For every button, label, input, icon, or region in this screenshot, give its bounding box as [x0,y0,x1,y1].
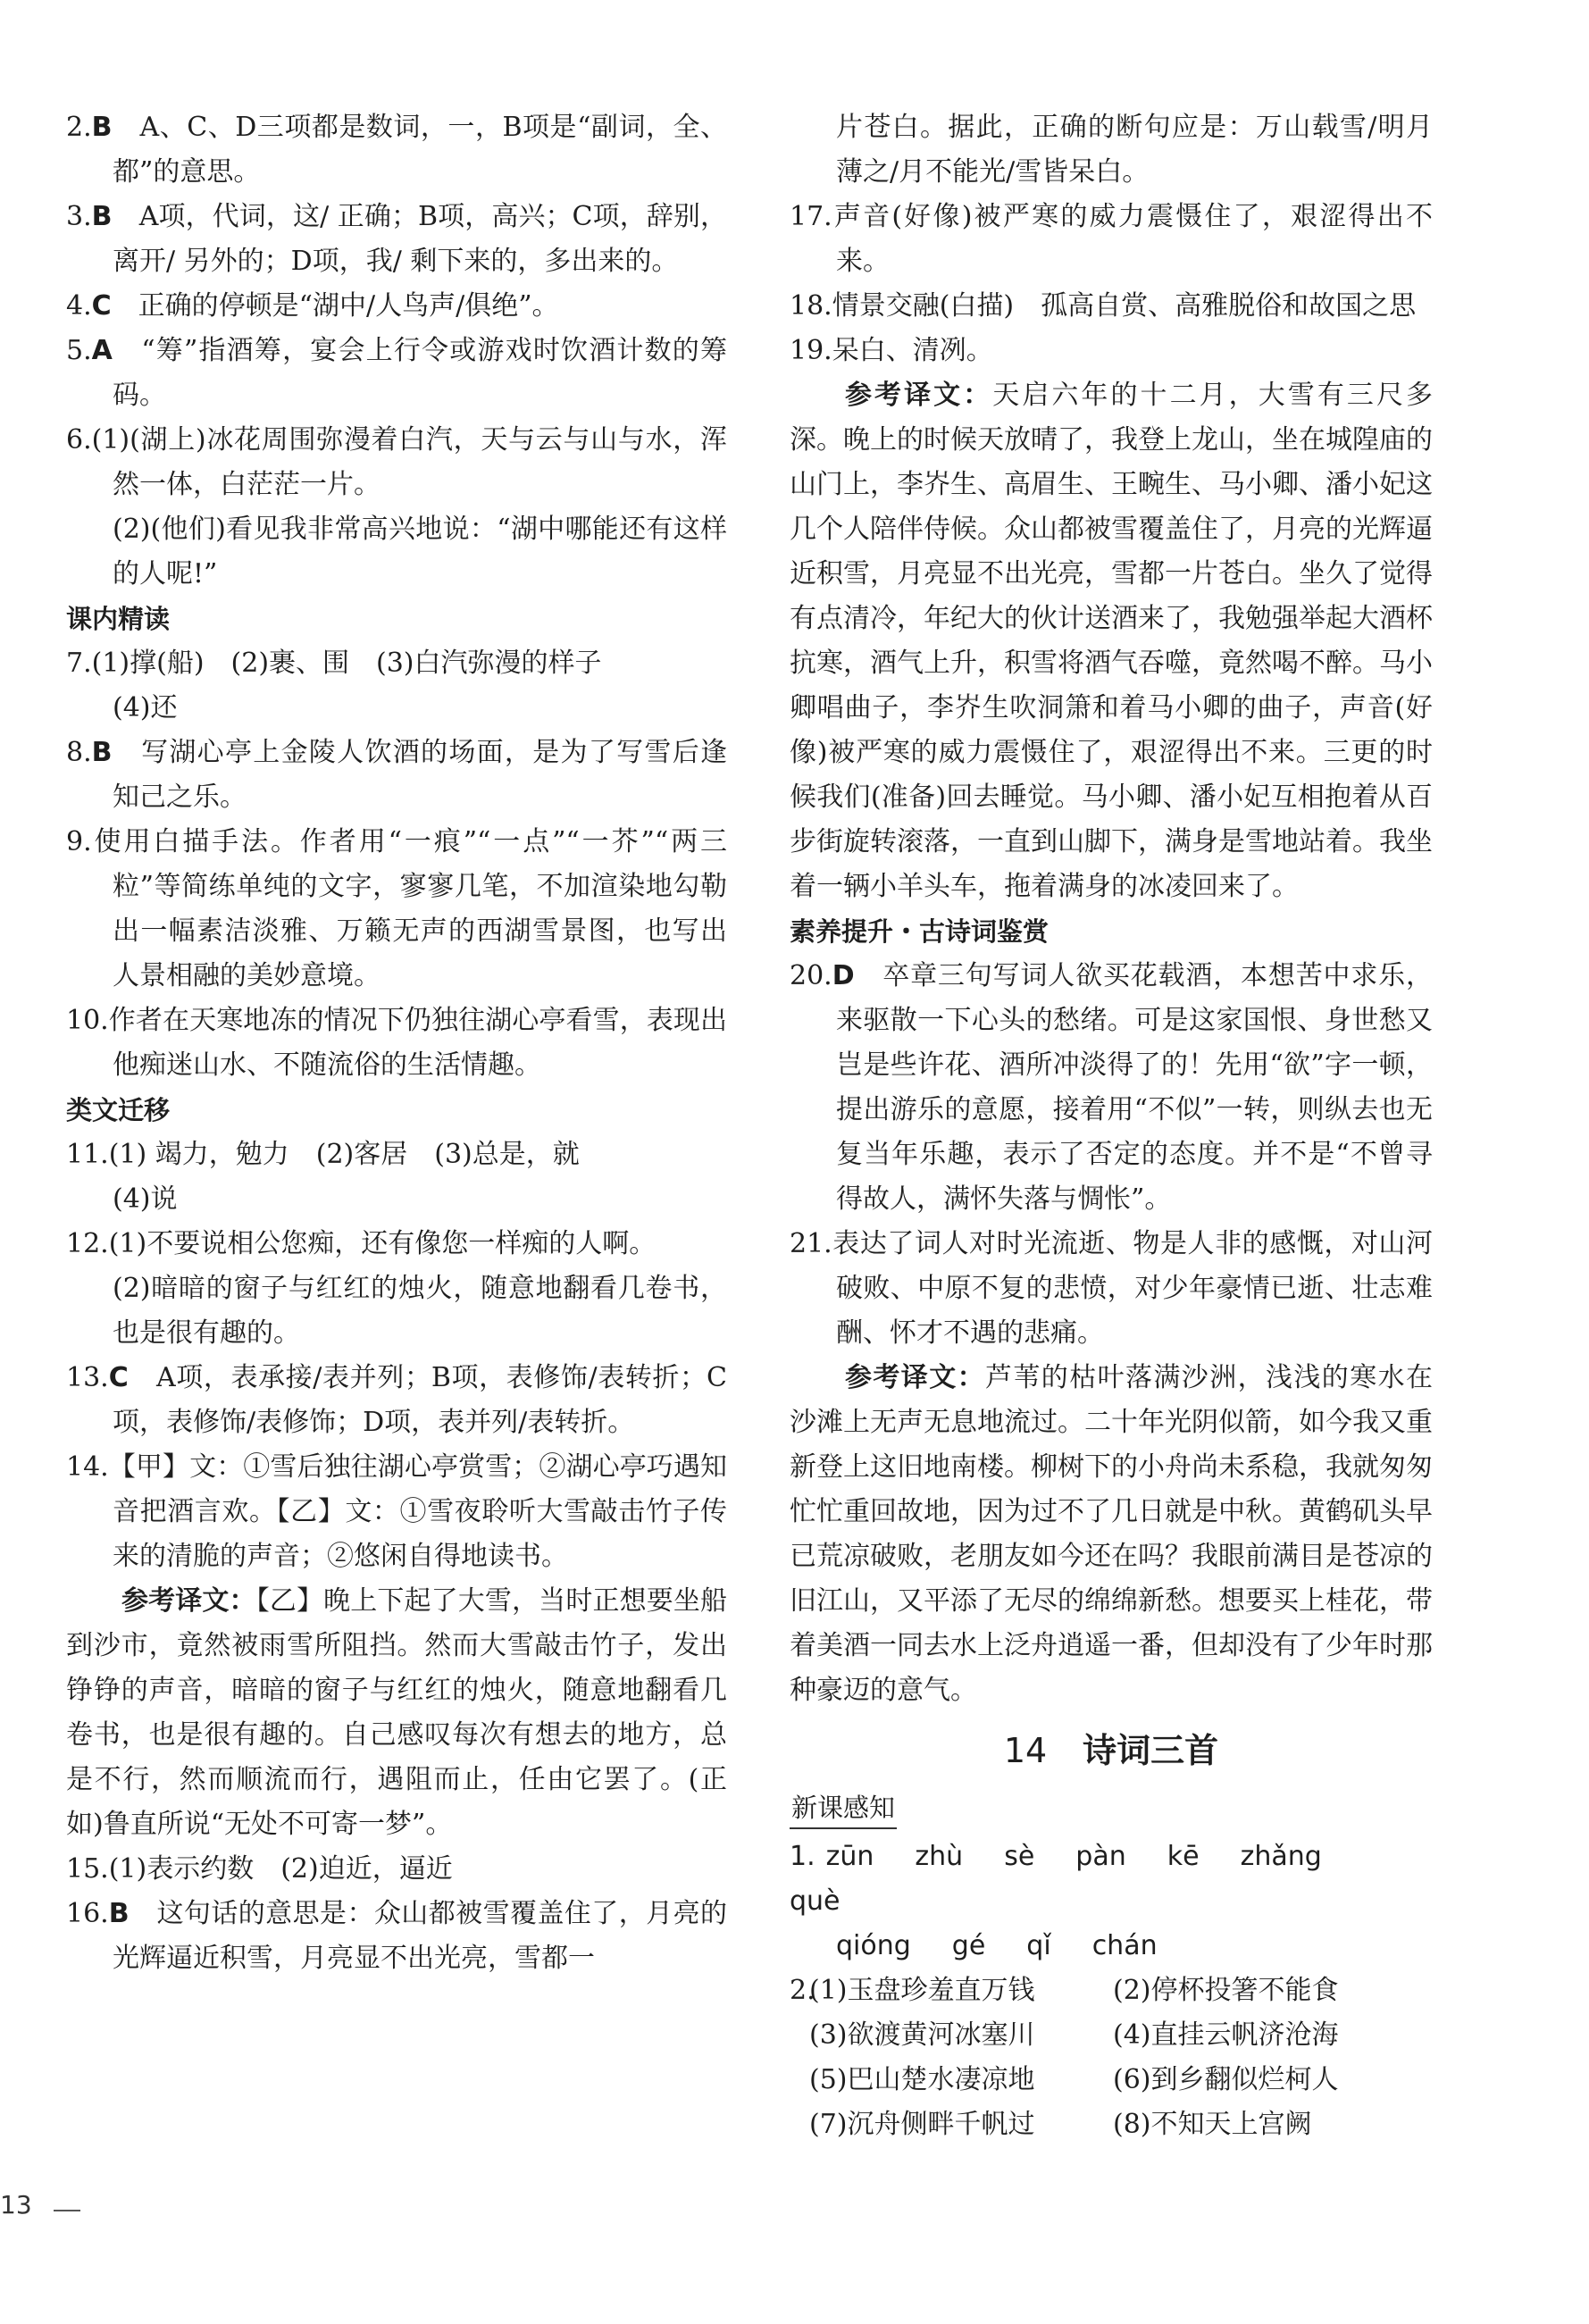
answer-letter: B [108,1898,130,1929]
pinyin: què [790,1885,840,1917]
poetry-line: (3)欲渡黄河冰塞川 [809,2019,1035,2051]
pinyin: sè [1004,1841,1035,1872]
chapter-heading [790,1726,1433,1776]
pinyin: zhǎng [1240,1841,1322,1872]
section-heading-transfer: 类文迁移 [66,1095,171,1125]
answer-letter: B [91,737,113,768]
answer-number: 13. [66,1362,109,1393]
reference-label: 参考译文： [845,380,993,411]
poetry-row [790,1969,1433,2013]
answer-11-4: (4)说 [113,1183,178,1215]
answer-text: “筹”指酒筹，宴会上行令或游戏时饮酒计数的筹码。 [113,335,727,411]
reference-translation-21 [790,1356,1433,1713]
answer-8 [66,731,727,820]
answer-17: 17.声音(好像)被严寒的威力震慑住了，艰涩得出不来。 [790,201,1433,277]
reference-text: 天启六年的十二月，大雪有三尺多深。晚上的时候天放晴了，我登上龙山，坐在城隍庙的山门上，李岕生、高眉生、王畹生、马小卿、潘小妃这几个人陪伴侍候。众山都被雪覆盖住了，月亮的光辉逼近积雪，月亮显不出光亮，雪都一片苍白。坐久了觉得有点清冷，年纪大的伙计送酒来了，我勉强举起大酒杯抗寒，酒气上升，积雪将酒气吞噬，竟然喝不醉。马小卿唱曲子，李岕生吹洞箫和着马小卿的曲子，声音(好像)被严寒的威力震慑住了，艰涩得出不来。三更的时候我们(准备)回去睡觉。马小卿、潘小妃互相抱着从百步街旋转滚落，一直到山脚下，满身是雪地站着。我坐着一辆小羊头车，拖着满身的冰凌回来了。 [790,380,1434,902]
answer-6-2: (2)(他们)看见我非常高兴地说：“湖中哪能还有这样的人呢!” [113,514,727,589]
answer-4 [66,284,727,329]
section-heading-reading: 课内精读 [66,604,171,634]
answer-6-1: 6.(1)(湖上)冰花周围弥漫着白汽，天与云与山与水，浑然一体，白茫茫一片。 [66,424,727,500]
poetry-line: (2)停杯投箸不能食 [1113,1975,1339,2006]
pinyin: qióng [836,1930,911,1961]
poetry-line: (1)玉盘珍羞直万钱 [809,1975,1035,2006]
answer-15: 15.(1)表示约数 (2)迫近，逼近 [66,1853,453,1885]
page-number-rule [54,2210,80,2211]
answer-text: 正确的停顿是“湖中/人鸟声/俱绝”。 [138,290,559,322]
answer-20 [790,954,1433,1222]
chapter-number: 14 [1003,1731,1048,1770]
poetry-line: (8)不知天上宫阙 [1113,2109,1312,2140]
pinyin: zhù [915,1841,964,1872]
reference-text: 【乙】晚上下起了大雪，当时正想要坐船到沙市，竟然被雨雪所阻挡。然而大雪敲击竹子，发出铮铮的声音，暗暗的窗子与红红的烛火，随意地翻看几卷书，也是很有趣的。自己感叹每次有想去的地方，总是不行，然而顺流而行，遇阻而止，任由它罢了。(正如)鲁直所说“无处不可寄一梦”。 [66,1585,728,1840]
chapter-title: 诗词三首 [1083,1731,1219,1770]
answer-5 [66,329,727,418]
answer-number: 4. [66,290,92,322]
section-heading-poetry: 素养提升・古诗词鉴赏 [790,916,1050,947]
answer-text: A项，表承接/表并列；B项，表修饰/表转折；C项，表修饰/表修饰；D项，表并列/表转折。 [113,1362,727,1438]
pinyin: qǐ [1026,1930,1051,1961]
answer-13 [66,1356,727,1445]
answer-text: A、C、D三项都是数词，一，B项是“副词，全、都”的意思。 [113,112,728,188]
answer-number: 1. [790,1841,815,1872]
section-heading-new-course: 新课感知 [790,1788,897,1829]
poetry-line: (7)沉舟侧畔千帆过 [809,2109,1035,2140]
answer-number: 20. [790,960,832,991]
answer-10: 10.作者在天寒地冻的情况下仍独往湖心亭看雪，表现出他痴迷山水、不随流俗的生活情趣。 [66,1005,727,1081]
answer-7: 7.(1)撑(船) (2)裹、围 (3)白汽弥漫的样子 [66,648,602,679]
pinyin-answers [790,1835,1433,1969]
answer-letter: B [91,112,113,143]
answer-2-poetry [790,1969,1433,2147]
answer-number: 5. [66,335,92,366]
answer-21: 21.表达了词人对时光流逝、物是人非的感慨，对山河破败、中原不复的悲愤，对少年豪情已逝、壮志难酬、怀才不遇的悲痛。 [790,1228,1433,1349]
answer-number: 2. [790,1975,815,2006]
pinyin: zūn [825,1841,874,1872]
answer-2 [66,105,727,195]
left-column [66,105,727,1981]
poetry-row [790,2102,1433,2147]
reference-label: 参考译文： [121,1585,256,1617]
answer-16-continued: 片苍白。据此，正确的断句应是：万山载雪/明月薄之/月不能光/雪皆呆白。 [836,112,1433,188]
answer-letter: C [108,1362,129,1393]
reference-translation-19 [790,373,1433,909]
pinyin-row-1 [790,1835,1433,1924]
pinyin: gé [951,1930,986,1961]
answer-3 [66,195,727,284]
poetry-line: (5)巴山楚水凄凉地 [809,2064,1035,2095]
answer-12-2: (2)暗暗的窗子与红红的烛火，随意地翻看几卷书，也是很有趣的。 [113,1273,727,1349]
pinyin: chán [1091,1930,1158,1961]
answer-text: 卒章三句写词人欲买花载酒，本想苦中求乐，来驱散一下心头的愁绪。可是这家国恨、身世愁又岂是些许花、酒所冲淡得了的！先用“欲”字一顿，提出游乐的意愿，接着用“不似”一转，则纵去也无复当年乐趣，表示了否定的态度。并不是“不曾寻得故人，满怀失落与惆怅”。 [836,960,1434,1215]
answer-14: 14.【甲】文：①雪后独往湖心亭赏雪；②湖心亭巧遇知音把酒言欢。【乙】文：①雪夜聆听大雪敲击竹子传来的清脆的声音；②悠闲自得地读书。 [66,1451,727,1572]
answer-11: 11.(1) 竭力，勉力 (2)客居 (3)总是，就 [66,1139,580,1170]
answer-letter: D [832,960,855,991]
answer-letter: A [91,335,113,366]
poetry-row [790,2058,1433,2102]
answer-letter: C [91,290,112,322]
answer-letter: B [91,201,113,232]
answer-number: 16. [66,1898,109,1929]
answer-9: 9.使用白描手法。作者用“一痕”“一点”“一芥”“两三粒”等简练单纯的文字，寥寥几笔，不加渲染地勾勒出一幅素洁淡雅、万籁无声的西湖雪景图，也写出人景相融的美妙意境。 [66,826,727,991]
answer-number: 8. [66,737,92,768]
poetry-line: (4)直挂云帆济沧海 [1113,2019,1339,2051]
answer-number: 3. [66,201,92,232]
reference-text: 芦苇的枯叶落满沙洲，浅浅的寒水在沙滩上无声无息地流过。二十年光阴似箭，如今我又重新登上这旧地南楼。柳树下的小舟尚未系稳，我就匆匆忙忙重回故地，因为过不了几日就是中秋。黄鹤矶头早已荒凉破败，老朋友如今还在吗？我眼前满目是苍凉的旧江山，又平添了无尽的绵绵新愁。想要买上桂花，带着美酒一同去水上泛舟逍遥一番，但却没有了少年时那种豪迈的意气。 [790,1362,1433,1706]
reference-label: 参考译文： [845,1362,985,1393]
answer-18: 18.情景交融(白描) 孤高自赏、高雅脱俗和故国之思 [790,290,1417,322]
answer-16 [66,1892,727,1981]
answer-text: A项，代词，这/ 正确；B项，高兴；C项，辞别，离开/ 另外的；D项，我/ 剩下来的，多出来的。 [113,201,727,277]
answer-text: 写湖心亭上金陵人饮酒的场面，是为了写雪后逢知己之乐。 [113,737,728,813]
answer-text: 这句话的意思是：众山都被雪覆盖住了，月亮的光辉逼近积雪，月亮显不出光亮，雪都一 [113,1898,728,1974]
right-column [790,105,1433,2147]
pinyin-row-2 [790,1924,1433,1969]
answer-19: 19.呆白、清冽。 [790,335,993,366]
reference-translation-14 [66,1579,727,1847]
poetry-line: (6)到乡翻似烂柯人 [1113,2064,1339,2095]
answer-7-4: (4)还 [113,692,178,723]
pinyin: kē [1167,1841,1200,1872]
pinyin: pàn [1075,1841,1126,1872]
poetry-row [790,2013,1433,2058]
page-number: 13 [0,2190,32,2220]
answer-12-1: 12.(1)不要说相公您痴，还有像您一样痴的人啊。 [66,1228,657,1259]
answer-number: 2. [66,112,92,143]
